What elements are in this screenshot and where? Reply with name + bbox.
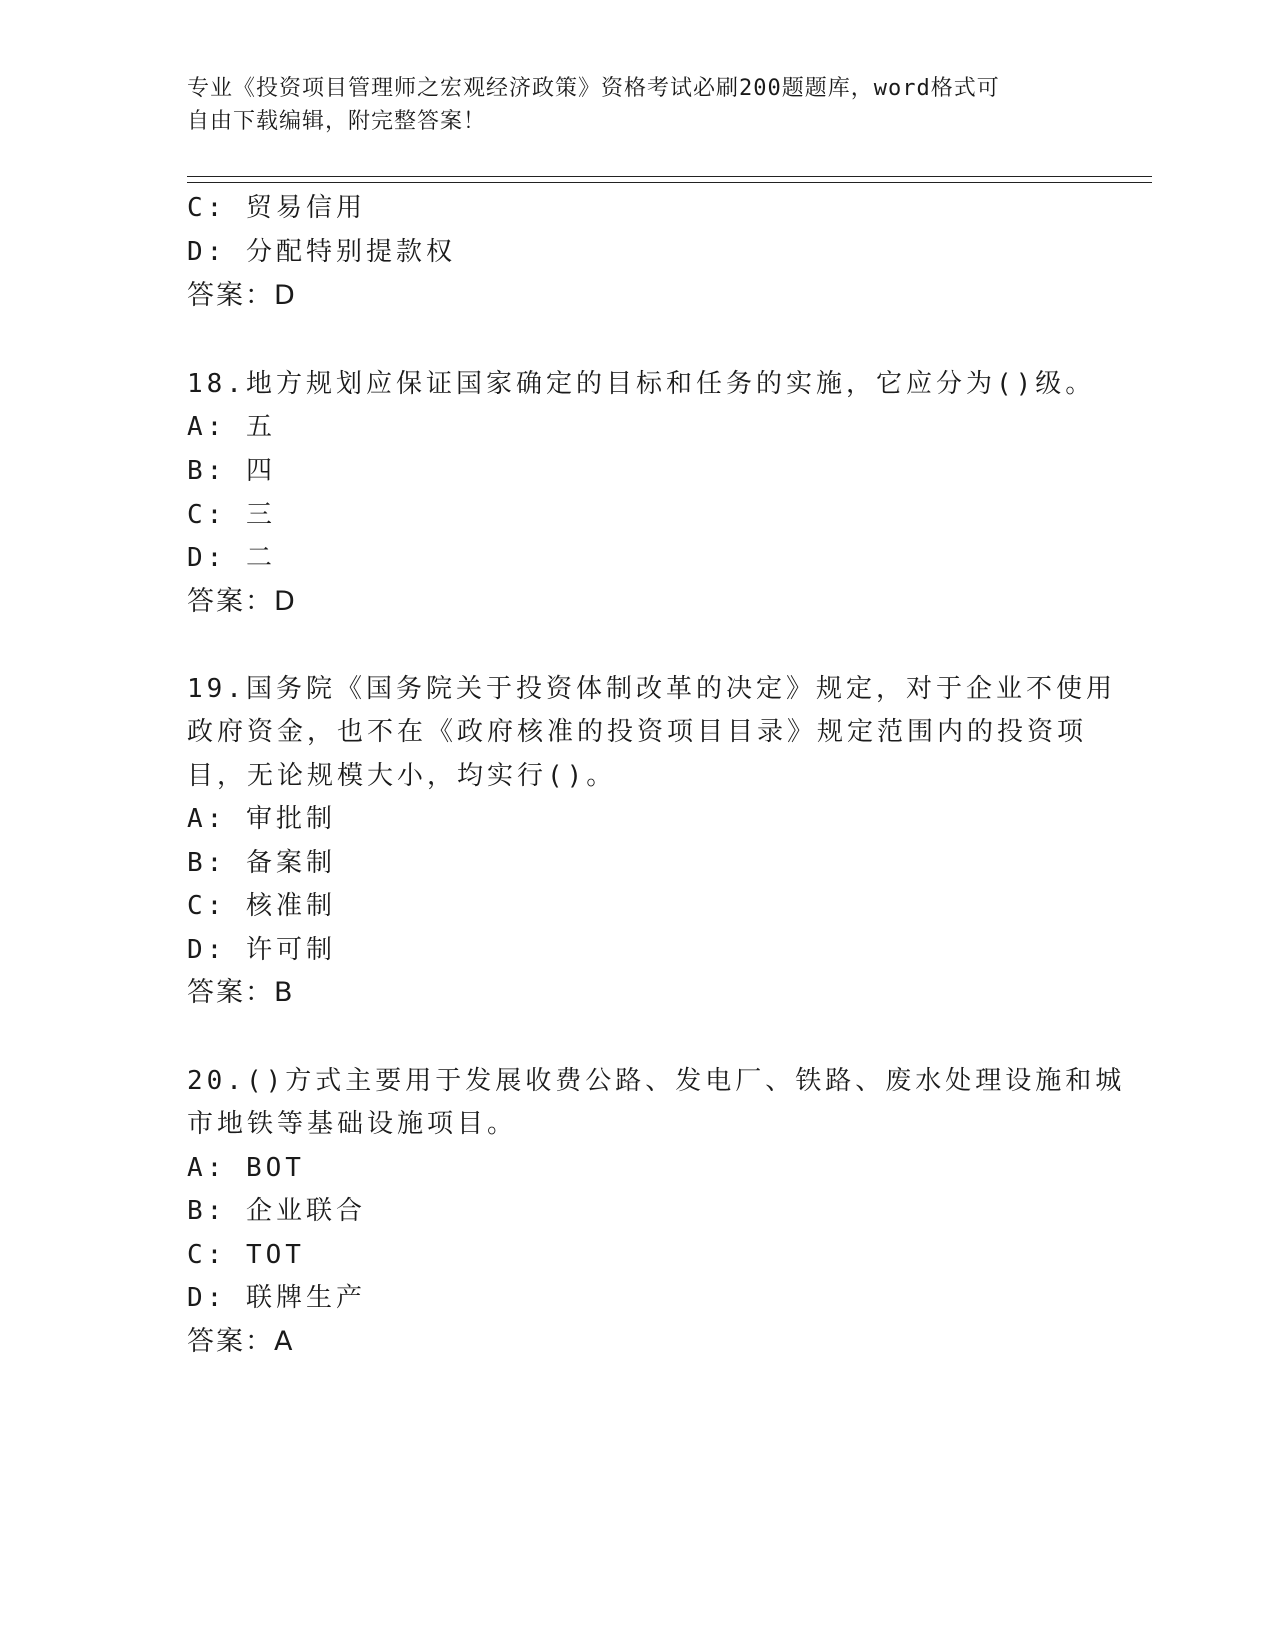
- question-18-option-b: B: 四: [187, 456, 276, 486]
- header-divider-bottom: [187, 182, 1152, 183]
- question-19-option-b: B: 备案制: [187, 848, 336, 878]
- question-19-stem-line-3: 目，无论规模大小，均实行()。: [187, 761, 617, 791]
- question-18-option-a: A: 五: [187, 412, 276, 442]
- question-20-option-a: A: BOT: [187, 1153, 305, 1183]
- page-header: [187, 72, 1067, 138]
- question-19-option-a: A: 审批制: [187, 804, 336, 834]
- question-20-option-d: D: 联牌生产: [187, 1283, 366, 1313]
- header-divider-top: [187, 176, 1152, 177]
- question-18-option-c: C: 三: [187, 500, 276, 530]
- question-19-stem-line-2: 政府资金，也不在《政府核准的投资项目目录》规定范围内的投资项: [187, 717, 1088, 747]
- question-19-option-d: D: 许可制: [187, 935, 336, 965]
- question-18-stem: 18.地方规划应保证国家确定的目标和任务的实施，它应分为()级。: [187, 369, 1096, 399]
- question-18-option-d: D: 二: [187, 543, 276, 573]
- option-d: D: 分配特别提款权: [187, 237, 456, 267]
- question-18-answer: 答案：D: [187, 586, 297, 617]
- question-20-option-b: B: 企业联合: [187, 1196, 366, 1226]
- question-19-answer: 答案：B: [187, 977, 295, 1008]
- question-20-stem-line-2: 市地铁等基础设施项目。: [187, 1109, 518, 1139]
- answer-line: 答案：D: [187, 280, 297, 311]
- option-c: C: 贸易信用: [187, 193, 366, 223]
- question-20-stem-line-1: 20.()方式主要用于发展收费公路、发电厂、铁路、废水处理设施和城: [187, 1066, 1126, 1096]
- question-19-stem-line-1: 19.国务院《国务院关于投资体制改革的决定》规定，对于企业不使用: [187, 674, 1116, 704]
- question-19-option-c: C: 核准制: [187, 891, 336, 921]
- question-20-option-c: C: TOT: [187, 1240, 305, 1270]
- header-line-2: 自由下载编辑，附完整答案！: [187, 109, 487, 134]
- header-line-1: 专业《投资项目管理师之宏观经济政策》资格考试必刷200题题库，word格式可: [187, 76, 1000, 101]
- question-20-answer: 答案：A: [187, 1326, 295, 1357]
